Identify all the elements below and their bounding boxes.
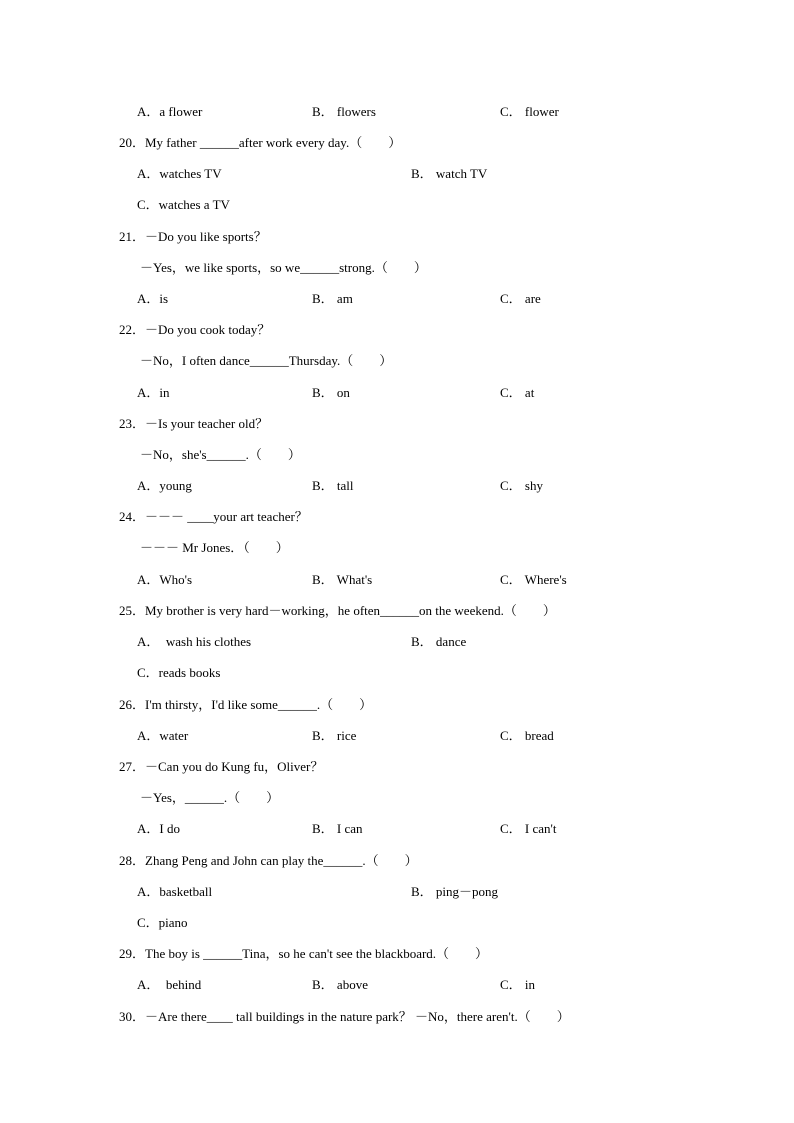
q22-stem: 22．－Do you cook today？ xyxy=(119,322,271,337)
q19-options-a: A．a flower xyxy=(137,104,203,119)
q25-options-b: B． dance xyxy=(411,634,467,649)
q22-options-c: C． at xyxy=(500,385,535,400)
q22-options-a: A．in xyxy=(137,385,170,400)
q19-options-c: C． flower xyxy=(500,104,559,119)
q28-options-b: B． ping－pong xyxy=(411,884,499,899)
q23-options-c: C． shy xyxy=(500,478,543,493)
q29-stem: 29．The boy is ______Tina，so he can't see the blackboard.（ ） xyxy=(119,946,489,961)
q20-options-a: A．watches TV xyxy=(137,166,222,181)
q27-options-b: B． I can xyxy=(312,821,363,836)
q24-options-a: A．Who's xyxy=(137,572,193,587)
q27-options-c: C． I can't xyxy=(500,821,557,836)
q28-options-a: A．basketball xyxy=(137,884,213,899)
q19-options-b: B． flowers xyxy=(312,104,376,119)
q28-option-c: C．piano xyxy=(137,915,188,930)
q29-options-c: C． in xyxy=(500,977,536,992)
q23-options-a: A．young xyxy=(137,478,192,493)
q26-options-c: C． bread xyxy=(500,728,554,743)
q22-answer: －No，I often dance______Thursday.（ ） xyxy=(140,353,393,368)
q20-options-b: B． watch TV xyxy=(411,166,488,181)
q22-options-b: B． on xyxy=(312,385,350,400)
q29-options-b: B． above xyxy=(312,977,368,992)
q20-stem: 20．My father ______after work every day.（ ） xyxy=(119,135,402,150)
q21-options-b: B． am xyxy=(312,291,353,306)
q30-stem: 30．－Are there____ tall buildings in the nature park？ －No，there aren't.（ ） xyxy=(119,1009,570,1024)
q28-stem: 28．Zhang Peng and John can play the______.（ ） xyxy=(119,853,418,868)
q25-options-a: A． wash his clothes xyxy=(137,634,252,649)
q26-options-b: B． rice xyxy=(312,728,357,743)
q26-options-a: A．water xyxy=(137,728,189,743)
q26-stem: 26．I'm thirsty，I'd like some______.（ ） xyxy=(119,697,373,712)
q24-options-c: C． Where's xyxy=(500,572,567,587)
q24-options-b: B． What's xyxy=(312,572,373,587)
q20-option-c: C．watches a TV xyxy=(137,197,230,212)
q23-answer: －No，she's______.（ ） xyxy=(140,447,301,462)
q21-options-c: C． are xyxy=(500,291,541,306)
q27-options-a: A．I do xyxy=(137,821,180,836)
q25-option-c: C．reads books xyxy=(137,665,221,680)
q27-answer: －Yes，______.（ ） xyxy=(140,790,280,805)
q24-stem: 24．－－－ ____your art teacher？ xyxy=(119,509,308,524)
q29-options-a: A． behind xyxy=(137,977,202,992)
q25-stem: 25．My brother is very hard－working，he often______on the weekend.（ ） xyxy=(119,603,556,618)
q21-options-a: A．is xyxy=(137,291,169,306)
q21-answer: －Yes，we like sports，so we______strong.（ ） xyxy=(140,260,427,275)
q23-options-b: B． tall xyxy=(312,478,354,493)
q23-stem: 23．－Is your teacher old？ xyxy=(119,416,269,431)
q21-stem: 21．－Do you like sports？ xyxy=(119,229,267,244)
q27-stem: 27．－Can you do Kung fu，Oliver？ xyxy=(119,759,324,774)
q24-answer: －－－ Mr Jones．（ ） xyxy=(140,540,289,555)
